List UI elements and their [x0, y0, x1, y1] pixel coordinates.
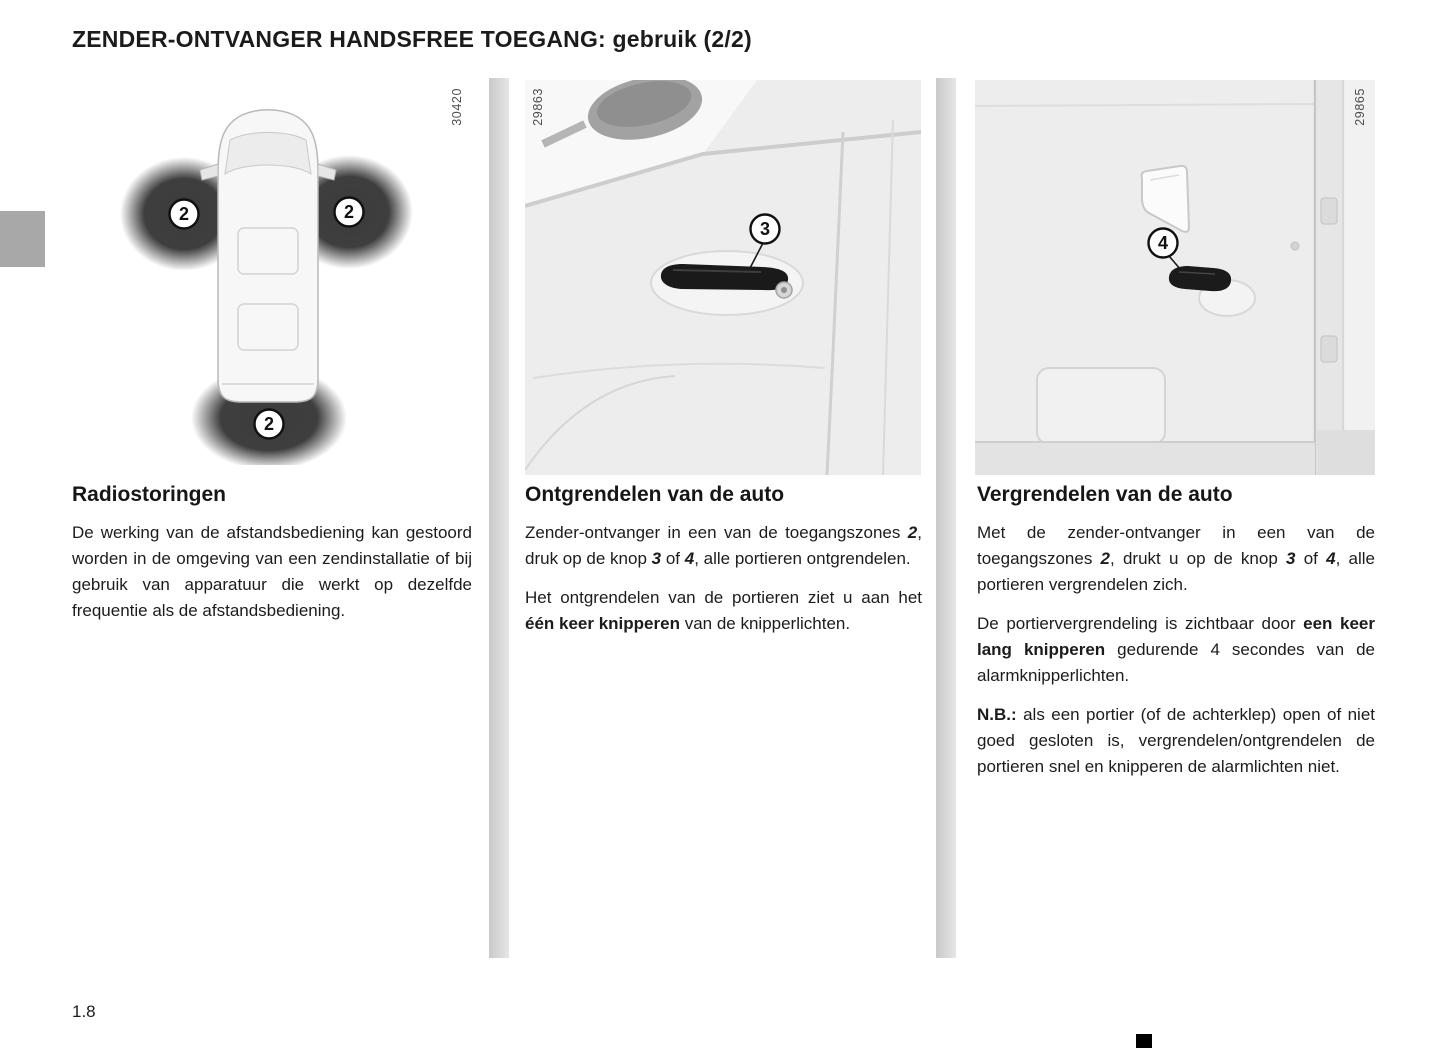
bumper-corner [1317, 430, 1375, 475]
text-run: gedurende 4 secondes van de alarmknipperlichten. [977, 640, 1375, 685]
text-run: , druk op de knop [525, 523, 922, 568]
ref-number-4: 4 [1326, 549, 1336, 568]
rear-door-illustration [975, 80, 1375, 475]
text-run: of [1295, 549, 1327, 568]
text-run: Met de zender-ontvanger in een van de toegangszones [977, 523, 1375, 568]
text-run: De portiervergrendeling is zichtbaar door [977, 614, 1304, 633]
svg-text:2: 2 [263, 414, 275, 434]
section-heading: Vergrendelen van de auto [977, 483, 1233, 506]
figure-rear-door-handle [975, 80, 1375, 475]
door-edge-band [1317, 80, 1343, 475]
text-run: als een portier (of de achterklep) open of niet goed gesloten is, vergrendelen/ontgrendelen de portieren snel en knipperen de alarmlichten niet. [977, 705, 1375, 776]
text-run: , alle portieren ontgrendelen. [694, 549, 911, 568]
text-run: Zender-ontvanger in een van de toegangszones [525, 523, 908, 542]
text-run: , alle portieren vergrendelen zich. [977, 549, 1375, 594]
figure-front-door-handle [525, 80, 921, 475]
page-title [72, 26, 752, 53]
ref-number-2: 2 [907, 523, 918, 542]
ref-number-3: 3 [1286, 549, 1296, 568]
section-unlock [525, 483, 922, 650]
section-heading: Ontgrendelen van de auto [525, 483, 785, 506]
ref-number-4: 4 [684, 549, 695, 568]
text-run: Het ontgrendelen van de portieren ziet u aan het [525, 588, 922, 607]
keyhole [781, 287, 787, 293]
unlock-paragraph-1 [525, 520, 922, 572]
section-lock [977, 483, 1375, 793]
hinge-upper [1321, 198, 1337, 224]
page-title-sub: gebruik (2/2) [605, 26, 752, 52]
nb-label: N.B.: [977, 705, 1017, 724]
text-emphasis: één keer knipperen [525, 614, 680, 633]
van-body [200, 110, 336, 402]
figure-ref-number: 30420 [450, 88, 464, 126]
callout-button-3 [751, 215, 780, 244]
plate-recess [1037, 368, 1165, 444]
svg-text:3: 3 [759, 219, 771, 239]
door-handle [661, 264, 788, 290]
column-divider-2 [936, 78, 956, 958]
section-radio-interference [72, 483, 472, 637]
lock-paragraph-3 [977, 702, 1375, 780]
front-door-illustration [525, 80, 921, 475]
bumper [975, 442, 1315, 475]
svg-text:4: 4 [1157, 233, 1169, 253]
callout-zone-left [170, 200, 199, 229]
door-handle [1169, 266, 1231, 291]
lock-paragraph-1 [977, 520, 1375, 598]
svg-text:2: 2 [343, 202, 355, 222]
text-emphasis: een keer lang knipperen [977, 614, 1375, 659]
text-run: of [661, 549, 685, 568]
ref-number-3: 3 [651, 549, 662, 568]
door-stop-dot [1291, 242, 1299, 250]
hinge-lower [1321, 336, 1337, 362]
page-title-main: ZENDER-ONTVANGER HANDSFREE TOEGANG: [72, 26, 606, 52]
section-edge-tab [0, 211, 45, 267]
radio-paragraph-1: De werking van de afstandsbediening kan gestoord worden in de omgeving van een zendinstallatie of bij gebruik van apparatuur die werkt op dezelfde frequentie als de afstandsbediening. [72, 523, 472, 620]
column-divider-1 [489, 78, 509, 958]
section-corner-mark [1136, 1034, 1152, 1048]
text-run: , drukt u op de knop [1110, 549, 1287, 568]
figure-van-top-view [72, 80, 472, 465]
text-run: van de knipperlichten. [679, 614, 851, 633]
figure-ref-number: 29865 [1353, 88, 1367, 126]
body-side-strip [1345, 80, 1375, 475]
unlock-paragraph-2 [525, 585, 922, 637]
page-number: 1.8 [72, 1002, 96, 1021]
svg-text:2: 2 [178, 204, 190, 224]
van-top-view-illustration [72, 80, 472, 465]
callout-zone-rear [255, 410, 284, 439]
callout-zone-right [335, 198, 364, 227]
lock-paragraph-2 [977, 611, 1375, 689]
figure-ref-number: 29863 [531, 88, 545, 126]
ref-number-2: 2 [1100, 549, 1111, 568]
section-heading: Radiostoringen [72, 483, 227, 506]
callout-button-4 [1149, 229, 1178, 258]
